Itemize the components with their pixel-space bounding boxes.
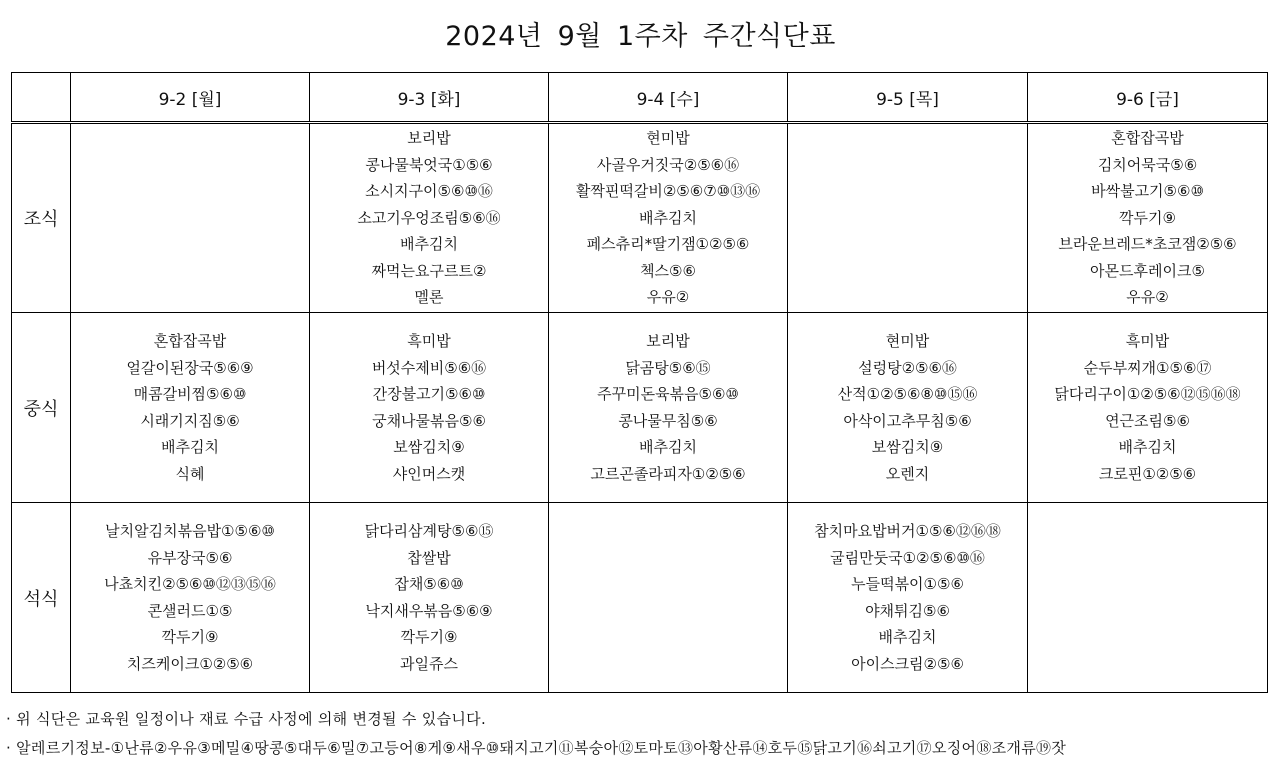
menu-cell [1028, 503, 1268, 693]
menu-item: 배추김치 [1118, 438, 1177, 456]
menu-item: 보쌈김치⑨ [871, 438, 944, 456]
menu-item: 주꾸미돈육볶음⑤⑥⑩ [597, 385, 739, 403]
menu-item: 순두부찌개①⑤⑥⑰ [1083, 358, 1212, 377]
menu-item: 첵스⑤⑥ [640, 261, 696, 280]
menu-item: 오렌지 [885, 464, 930, 483]
schedule-change-note: · 위 식단은 교육원 일정이나 재료 수급 사정에 의해 변경될 수 있습니다. [6, 710, 487, 728]
page-title: 2024년 9월 1주차 주간식단표 [445, 21, 836, 52]
meal-label: 석식 [12, 503, 71, 693]
menu-item: 샤인머스캣 [392, 464, 466, 483]
menu-item: 혼합잡곡밥 [1111, 129, 1184, 148]
menu-item: 궁채나물볶음⑤⑥ [372, 411, 486, 430]
day-header: 9-2 [월] [71, 73, 310, 123]
menu-item: 보리밥 [646, 332, 690, 350]
notes [6, 705, 1066, 763]
menu-item: 페스츄리*딸기잼①②⑤⑥ [586, 235, 750, 254]
menu-item: 깍두기⑨ [1119, 208, 1176, 227]
menu-item: 깍두기⑨ [161, 628, 219, 646]
menu-cell [71, 123, 310, 313]
meal-row [12, 503, 1268, 693]
menu-item: 매콤갈비찜⑤⑥⑩ [133, 385, 247, 403]
menu-item: 멜론 [414, 288, 444, 307]
menu-item: 콩나물북엇국①⑤⑥ [365, 155, 493, 174]
menu-item: 치즈케이크①②⑤⑥ [126, 654, 254, 673]
menu-cell [549, 123, 788, 313]
menu-item: 닭곰탕⑤⑥⑮ [625, 358, 711, 377]
menu-item: 바싹불고기⑤⑥⑩ [1091, 182, 1204, 201]
menu-cell [310, 313, 549, 503]
menu-item: 콩나물무침⑤⑥ [618, 411, 718, 430]
day-header: 9-6 [금] [1028, 73, 1268, 123]
menu-item: 현미밥 [646, 129, 690, 148]
meal-row [12, 123, 1268, 313]
day-header: 9-3 [화] [310, 73, 549, 123]
corner-cell [12, 73, 71, 123]
menu-item: 아삭이고추무침⑤⑥ [843, 411, 972, 430]
menu-item: 배추김치 [639, 438, 697, 456]
menu-item: 식혜 [175, 464, 205, 483]
menu-item: 나쵸치킨②⑤⑥⑩⑫⑬⑮⑯ [104, 575, 276, 593]
menu-item: 찹쌀밥 [407, 548, 451, 567]
menu-item: 짜먹는요구르트② [371, 261, 487, 280]
menu-item: 시래기지짐⑤⑥ [140, 411, 240, 430]
menu-cell [788, 503, 1028, 693]
menu-item: 누들떡볶이①⑤⑥ [851, 575, 964, 593]
menu-item: 간장불고기⑤⑥⑩ [372, 385, 486, 403]
menu-cell [1028, 313, 1268, 503]
menu-item: 김치어묵국⑤⑥ [1097, 155, 1198, 174]
day-header: 9-4 [수] [549, 73, 788, 123]
menu-cell [1028, 123, 1268, 313]
menu-item: 연근조림⑤⑥ [1105, 411, 1190, 430]
menu-item: 혼합잡곡밥 [153, 332, 227, 350]
header-row [12, 73, 1268, 123]
meal-row [12, 313, 1268, 503]
menu-item: 버섯수제비⑤⑥⑯ [371, 358, 487, 377]
menu-item: 아몬드후레이크⑤ [1090, 261, 1205, 280]
day-header: 9-5 [목] [788, 73, 1028, 123]
menu-item: 날치알김치볶음밥①⑤⑥⑩ [105, 522, 275, 540]
menu-cell [310, 503, 549, 693]
menu-item: 흑미밥 [1125, 332, 1170, 350]
menu-cell [549, 313, 788, 503]
menu-cell [788, 313, 1028, 503]
allergy-info-note: · 알레르기정보-①난류②우유③메밀④땅콩⑤대두⑥밀⑦고등어⑧게⑨새우⑩돼지고기⑪복숭아⑫토마토⑬아황산류⑭호두⑮닭고기⑯쇠고기⑰오징어⑱조개류⑲잣 [6, 739, 1067, 757]
menu-item: 브라운브레드*초코잼②⑤⑥ [1058, 235, 1237, 254]
menu-cell [71, 503, 310, 693]
menu-item: 배추김치 [639, 208, 697, 227]
menu-item: 유부장국⑤⑥ [147, 548, 233, 567]
menu-item: 과일쥬스 [400, 654, 458, 673]
menu-cell [788, 123, 1028, 313]
menu-item: 사골우거짓국②⑤⑥⑯ [596, 155, 740, 174]
menu-item: 낙지새우볶음⑤⑥⑨ [365, 601, 493, 620]
menu-item: 배추김치 [161, 438, 219, 456]
menu-cell [310, 123, 549, 313]
menu-item: 소고기우엉조림⑤⑥⑯ [357, 208, 501, 227]
menu-item: 닭다리구이①②⑤⑥⑫⑮⑯⑱ [1054, 385, 1241, 403]
menu-item: 얼갈이된장국⑤⑥⑨ [126, 358, 254, 377]
menu-item: 소시지구이⑤⑥⑩⑯ [365, 182, 493, 201]
meal-label: 조식 [12, 123, 71, 313]
menu-item: 크로핀①②⑤⑥ [1098, 464, 1197, 483]
menu-item: 배추김치 [878, 628, 937, 646]
menu-item: 콘샐러드①⑤ [147, 601, 233, 620]
menu-item: 배추김치 [400, 235, 458, 254]
menu-item: 현미밥 [885, 332, 930, 350]
menu-item: 깍두기⑨ [400, 628, 458, 646]
menu-item: 우유② [1126, 288, 1169, 307]
menu-item: 설렁탕②⑤⑥⑯ [858, 358, 957, 377]
menu-item: 야채튀김⑤⑥ [865, 601, 950, 620]
menu-item: 활짝핀떡갈비②⑤⑥⑦⑩⑬⑯ [575, 182, 761, 201]
menu-item: 보쌈김치⑨ [393, 438, 465, 456]
weekly-menu-table [11, 72, 1268, 693]
menu-item: 닭다리삼계탕⑤⑥⑮ [364, 522, 494, 540]
meal-label: 중식 [12, 313, 71, 503]
menu-item: 굴림만둣국①②⑤⑥⑩⑯ [830, 548, 985, 567]
menu-item: 산적①②⑤⑥⑧⑩⑮⑯ [837, 385, 978, 403]
menu-item: 잡채⑤⑥⑩ [394, 575, 464, 593]
menu-cell [549, 503, 788, 693]
menu-item: 참치마요밥버거①⑤⑥⑫⑯⑱ [814, 522, 1001, 540]
menu-item: 고르곤졸라피자①②⑤⑥ [590, 464, 746, 483]
menu-cell [71, 313, 310, 503]
menu-item: 아이스크림②⑤⑥ [851, 654, 964, 673]
menu-item: 보리밥 [407, 129, 451, 148]
menu-item: 우유② [646, 288, 690, 307]
menu-item: 흑미밥 [407, 332, 451, 350]
